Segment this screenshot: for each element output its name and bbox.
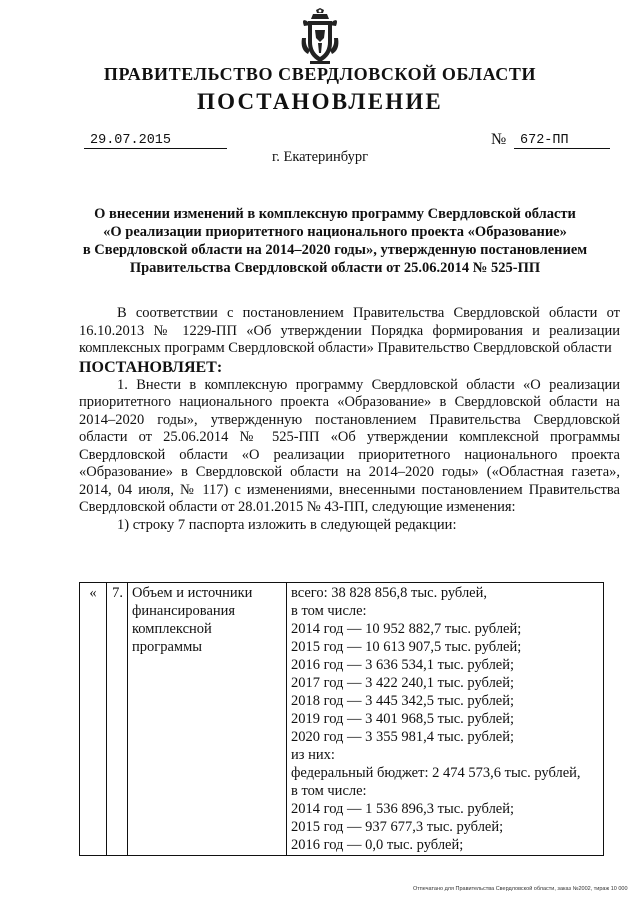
number-sign: № bbox=[491, 131, 507, 148]
item-1-1-paragraph: 1) строку 7 паспорта изложить в следующей редакции: bbox=[117, 516, 457, 533]
row-value-cell bbox=[287, 583, 604, 856]
row-name-cell bbox=[128, 583, 287, 856]
value-line: 2018 год — 3 445 342,5 тыс. рублей; bbox=[291, 693, 515, 709]
value-line: 2016 год — 3 636 534,1 тыс. рублей; bbox=[291, 657, 515, 673]
value-line: 2015 год — 937 677,3 тыс. рублей; bbox=[291, 819, 504, 835]
row-name-line: программы bbox=[132, 639, 202, 655]
value-line: 2020 год — 3 355 981,4 тыс. рублей; bbox=[291, 729, 515, 745]
title-line: «О реализации приоритетного национального проекта «Образование» bbox=[103, 224, 567, 240]
print-footer: Отпечатано для Правительства Свердловской области, заказ №2002, тираж 10 000 bbox=[413, 886, 628, 892]
title-line: Правительства Свердловской области от 25.06.2014 № 525-ПП bbox=[129, 260, 541, 276]
value-line: из них: bbox=[291, 747, 335, 763]
passport-table bbox=[79, 582, 604, 856]
document-body bbox=[79, 305, 620, 534]
value-line: 2019 год — 3 401 968,5 тыс. рублей; bbox=[291, 711, 515, 727]
value-line: в том числе: bbox=[291, 783, 367, 799]
city-name: г. Екатеринбург bbox=[271, 149, 369, 165]
title-line: О внесении изменений в комплексную программу Свердловской области bbox=[94, 206, 576, 222]
row-number-cell: 7. bbox=[107, 583, 128, 856]
passport-table-container bbox=[79, 582, 604, 856]
value-line: всего: 38 828 856,8 тыс. рублей, bbox=[291, 585, 488, 601]
coat-of-arms-icon bbox=[298, 8, 342, 66]
preamble-paragraph: В соответствии с постановлением Правительства Свердловской области от 16.10.2013 № 1229-ПП «Об утверждении Порядка формирования и реализации комплексных программ Свердловской области» Правительство Свердловской области bbox=[79, 305, 620, 356]
row-name-line: финансирования bbox=[132, 603, 236, 619]
table-row bbox=[80, 583, 604, 856]
row-name-line: комплексной bbox=[132, 621, 212, 637]
title-line: в Свердловской области на 2014–2020 годы», утвержденную постановлением bbox=[82, 242, 588, 258]
value-line: 2014 год — 10 952 882,7 тыс. рублей; bbox=[291, 621, 522, 637]
document-type: ПОСТАНОВЛЕНИЕ bbox=[197, 89, 443, 114]
value-line: 2014 год — 1 536 896,3 тыс. рублей; bbox=[291, 801, 515, 817]
value-line: 2017 год — 3 422 240,1 тыс. рублей; bbox=[291, 675, 515, 691]
value-line: федеральный бюджет: 2 474 573,6 тыс. рублей, bbox=[291, 765, 581, 781]
government-name: ПРАВИТЕЛЬСТВО СВЕРДЛОВСКОЙ ОБЛАСТИ bbox=[103, 64, 537, 84]
item-1-paragraph: 1. Внести в комплексную программу Свердловской области «О реализации приоритетного национального проекта «Образование» в Свердловской области на 2014–2020 годы», утвержденную постановлением Правительства Свердловской области от 25.06.2014 № 525-ПП «Об утверждении комплексной программы Свердловской области «О реализации приоритетного национального проекта «Образование» в Свердловской области на 2014–2020 годы» («Областная газета», 2014, 04 июля, № 117) с изменениями, внесенными постановлением Правительства Свердловской области от 28.01.2015 № 43-ПП, следующие изменения: bbox=[79, 376, 620, 515]
document-date: 29.07.2015 bbox=[84, 133, 227, 149]
row-name-line: Объем и источники bbox=[132, 585, 253, 601]
value-line: в том числе: bbox=[291, 603, 367, 619]
document-number: 672-ПП bbox=[514, 133, 610, 149]
decree-word: ПОСТАНОВЛЯЕТ: bbox=[79, 358, 223, 376]
document-title bbox=[50, 205, 620, 277]
value-line: 2016 год — 0,0 тыс. рублей; bbox=[291, 837, 464, 853]
value-line: 2015 год — 10 613 907,5 тыс. рублей; bbox=[291, 639, 522, 655]
quote-mark-cell: « bbox=[80, 583, 107, 856]
